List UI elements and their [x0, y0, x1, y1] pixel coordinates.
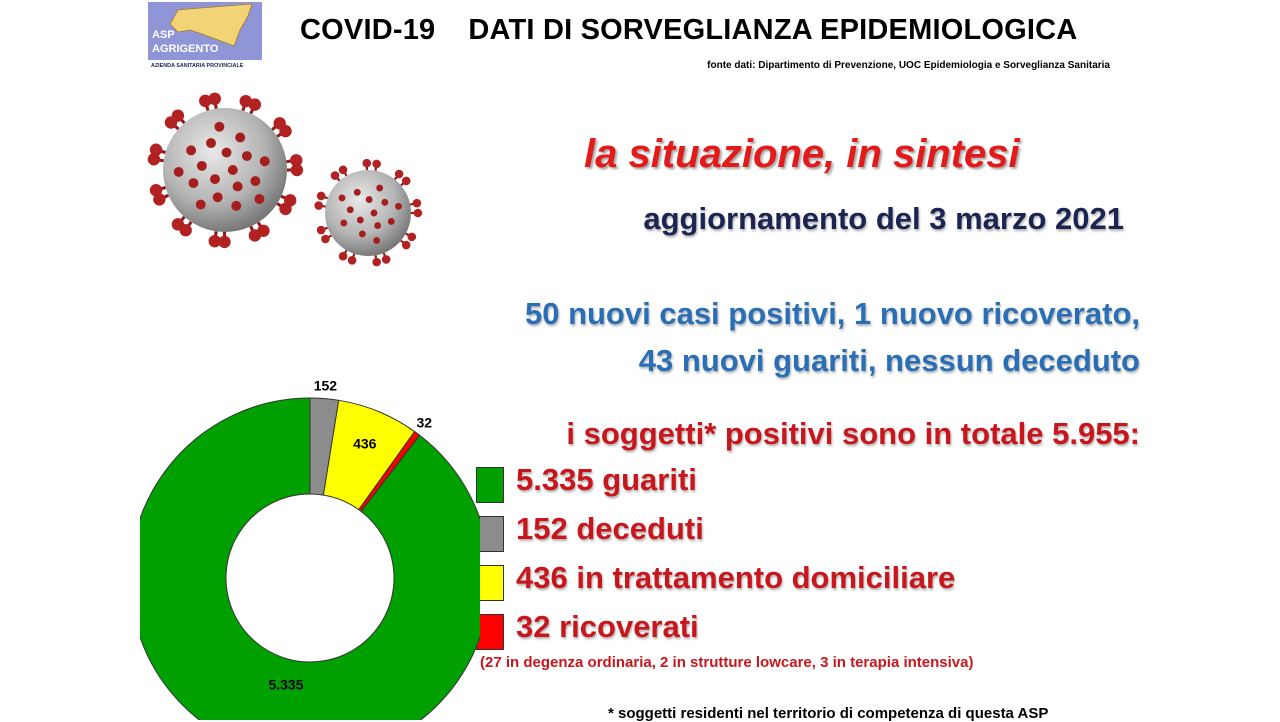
asp-agrigento-logo: [148, 2, 262, 70]
legend-swatch: [476, 516, 504, 552]
legend-swatch: [476, 614, 504, 650]
legend-label: 32 ricoverati: [516, 609, 699, 645]
legend-swatch: [476, 565, 504, 601]
data-label-3: 32: [416, 414, 432, 430]
donut-chart: [140, 380, 480, 720]
logo-line1: ASP: [152, 29, 175, 41]
data-source: fonte dati: Dipartimento di Prevenzione, UOC Epidemiologia e Sorveglianza Sanitaria: [707, 60, 1110, 71]
logo-caption: AZIENDA SANITARIA PROVINCIALE: [151, 63, 244, 69]
legend-label: 436 in trattamento domiciliare: [516, 560, 955, 596]
logo-line2: AGRIGENTO: [152, 43, 219, 55]
update-date: aggiornamento del 3 marzo 2021: [643, 201, 1124, 237]
footnote: * soggetti residenti nel territorio di competenza di questa ASP: [608, 705, 1048, 722]
page-title: COVID-19 DATI DI SORVEGLIANZA EPIDEMIOLOGICA: [300, 14, 1077, 47]
legend-label: 152 deceduti: [516, 511, 704, 547]
news-line-2: 43 nuovi guariti, nessun deceduto: [639, 343, 1140, 379]
total-positive: i soggetti* positivi sono in totale 5.955:: [566, 416, 1140, 452]
data-label-0: 5.335: [268, 677, 303, 693]
legend-label: 5.335 guariti: [516, 462, 697, 498]
data-label-1: 152: [314, 380, 338, 393]
subtitle: la situazione, in sintesi: [584, 132, 1020, 177]
coronavirus-illustration-icon: [140, 85, 440, 275]
news-line-1: 50 nuovi casi positivi, 1 nuovo ricoverato,: [525, 296, 1140, 332]
legend-swatch: [476, 467, 504, 503]
hospital-note: (27 in degenza ordinaria, 2 in strutture lowcare, 3 in terapia intensiva): [480, 654, 973, 671]
data-label-2: 436: [353, 436, 377, 452]
